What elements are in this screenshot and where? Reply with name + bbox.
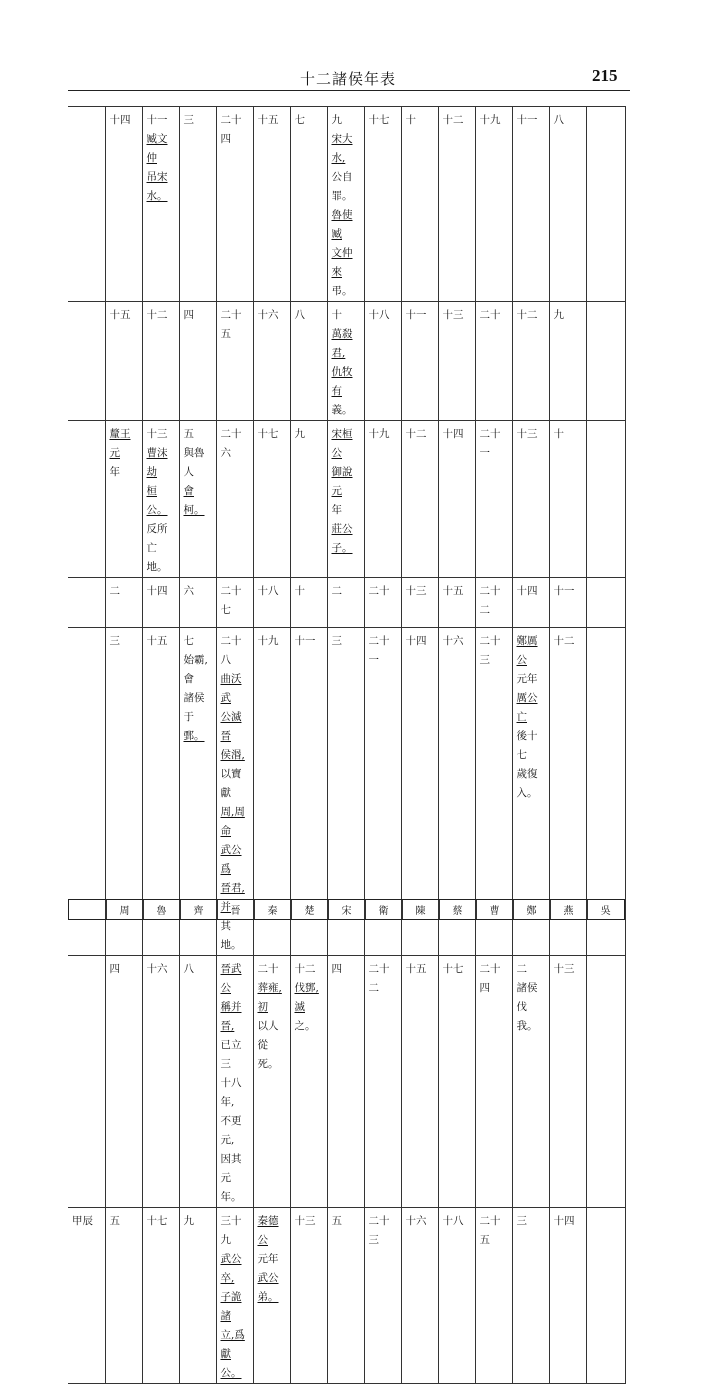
entry-cell-齊 xyxy=(179,1208,216,1384)
entry-cell-晉 xyxy=(216,956,253,1208)
entry-cell-楚 xyxy=(290,578,327,628)
entry-cell-鄭 xyxy=(512,107,549,302)
year-label-cell xyxy=(68,107,105,302)
entry-cell-曹 xyxy=(475,302,512,421)
entry-line: 御說元 xyxy=(331,466,353,497)
entry-line: 十四 xyxy=(553,1215,575,1227)
entry-line: 十七 xyxy=(442,963,464,975)
entry-line: 曲沃武 xyxy=(220,673,242,704)
entry-line: 四 xyxy=(109,963,120,975)
entry-line: 周,周命 xyxy=(220,806,245,837)
entry-cell-曹 xyxy=(475,107,512,302)
entry-line: 晉君,并 xyxy=(220,882,245,913)
entry-line: 七 xyxy=(183,635,194,647)
entry-line: 十六 xyxy=(405,1215,427,1227)
footer-state-label: 齊 xyxy=(180,900,217,919)
entry-line: 十二 xyxy=(146,309,168,321)
entry-line: 四 xyxy=(183,309,194,321)
entry-line: 九 xyxy=(183,1215,194,1227)
entry-cell-鄭 xyxy=(512,1208,549,1384)
entry-line: 仇牧有 xyxy=(331,366,353,397)
entry-cell-鄭 xyxy=(512,421,549,578)
entry-cell-楚 xyxy=(290,421,327,578)
entry-cell-周 xyxy=(105,1208,142,1384)
entry-cell-衛 xyxy=(364,1208,401,1384)
entry-line: 曹沫劫 xyxy=(146,447,168,478)
entry-line: 文仲來 xyxy=(331,247,353,278)
entry-line: 義。 xyxy=(331,404,353,416)
entry-line: 十八年, xyxy=(220,1077,242,1108)
entry-line: 宋大水, xyxy=(331,133,353,164)
entry-line: 元年 xyxy=(516,673,538,685)
entry-line: 二十八 xyxy=(220,635,242,666)
entry-line: 二十四 xyxy=(479,963,501,994)
entry-line: 我。 xyxy=(516,1020,538,1032)
entry-line: 十 xyxy=(405,114,416,126)
page-header-title: 十二諸侯年表 xyxy=(300,70,397,88)
entry-cell-齊 xyxy=(179,107,216,302)
entry-line: 莊公子。 xyxy=(331,523,353,554)
entry-line: 十七 xyxy=(368,114,390,126)
entry-line: 武公爲 xyxy=(220,844,242,875)
entry-cell-宋 xyxy=(327,302,364,421)
entry-cell-秦 xyxy=(253,421,290,578)
entry-cell-燕 xyxy=(549,421,586,578)
entry-cell-衛 xyxy=(364,107,401,302)
entry-line: 五 xyxy=(109,1215,120,1227)
entry-cell-齊 xyxy=(179,956,216,1208)
footer-state-label: 周 xyxy=(106,900,143,919)
entry-line: 十三 xyxy=(405,585,427,597)
entry-line: 十二 xyxy=(405,428,427,440)
entry-line: 地。 xyxy=(146,561,168,573)
entry-cell-宋 xyxy=(327,421,364,578)
year-label-cell xyxy=(68,956,105,1208)
entry-line: 九 xyxy=(331,114,342,126)
entry-line: 二十五 xyxy=(220,309,242,340)
entry-line: 秦德公 xyxy=(257,1215,279,1246)
entry-cell-衛 xyxy=(364,578,401,628)
entry-cell-陳 xyxy=(401,578,438,628)
entry-line: 十四 xyxy=(516,585,538,597)
entry-cell-吳 xyxy=(586,578,625,628)
entry-cell-吳 xyxy=(586,421,625,578)
entry-line: 十二 xyxy=(516,309,538,321)
entry-line: 因其元 xyxy=(220,1153,242,1184)
entry-cell-晉 xyxy=(216,107,253,302)
entry-line: 十七 xyxy=(146,1215,168,1227)
entry-line: 公滅晉 xyxy=(220,711,242,742)
entry-line: 十四 xyxy=(146,585,168,597)
entry-cell-宋 xyxy=(327,1208,364,1384)
entry-cell-吳 xyxy=(586,302,625,421)
footer-state-label: 魯 xyxy=(143,900,180,919)
entry-line: 十五 xyxy=(109,309,131,321)
entry-cell-魯 xyxy=(142,578,179,628)
entry-cell-蔡 xyxy=(438,578,475,628)
entry-line: 二 xyxy=(516,963,527,975)
entry-line: 二十五 xyxy=(479,1215,501,1246)
entry-cell-楚 xyxy=(290,302,327,421)
entry-line: 二十 xyxy=(257,963,279,975)
entry-cell-秦 xyxy=(253,107,290,302)
entry-line: 死。 xyxy=(257,1058,279,1070)
entry-line: 十二 xyxy=(294,963,316,975)
entry-cell-宋 xyxy=(327,107,364,302)
entry-line: 稱并晉, xyxy=(220,1001,242,1032)
entry-cell-楚 xyxy=(290,956,327,1208)
entry-cell-燕 xyxy=(549,578,586,628)
entry-cell-吳 xyxy=(586,107,625,302)
entry-cell-魯 xyxy=(142,421,179,578)
entry-line: 十四 xyxy=(109,114,131,126)
entry-line: 二十六 xyxy=(220,428,242,459)
entry-line: 十四 xyxy=(405,635,427,647)
entry-cell-周 xyxy=(105,578,142,628)
entry-cell-周 xyxy=(105,421,142,578)
entry-line: 臧文仲 xyxy=(146,133,168,164)
entry-line: 以人從 xyxy=(257,1020,279,1051)
entry-cell-宋 xyxy=(327,956,364,1208)
entry-line: 二 xyxy=(109,585,120,597)
entry-cell-周 xyxy=(105,956,142,1208)
entry-line: 二十一 xyxy=(479,428,501,459)
entry-line: 三十九 xyxy=(220,1215,242,1246)
header-rule xyxy=(68,90,630,91)
year-row xyxy=(68,956,625,1208)
footer-state-label: 楚 xyxy=(291,900,328,919)
entry-line: 其地。 xyxy=(220,920,242,951)
entry-line: 年 xyxy=(331,504,342,516)
entry-cell-衛 xyxy=(364,302,401,421)
state-footer xyxy=(68,899,625,920)
footer-state-label: 蔡 xyxy=(439,900,476,919)
entry-line: 十二 xyxy=(442,114,464,126)
entry-line: 十 xyxy=(294,585,305,597)
entry-line: 八 xyxy=(553,114,564,126)
footer-state-label: 陳 xyxy=(402,900,439,919)
entry-line: 二十七 xyxy=(220,585,242,616)
entry-cell-衛 xyxy=(364,421,401,578)
entry-line: 會柯。 xyxy=(183,485,205,516)
entry-cell-晉 xyxy=(216,578,253,628)
entry-cell-魯 xyxy=(142,1208,179,1384)
entry-line: 五 xyxy=(183,428,194,440)
entry-cell-蔡 xyxy=(438,107,475,302)
entry-line: 十六 xyxy=(257,309,279,321)
entry-line: 二十三 xyxy=(479,635,501,666)
year-label-cell xyxy=(68,421,105,578)
entry-line: 魯使臧 xyxy=(331,209,353,240)
entry-line: 晉武公 xyxy=(220,963,242,994)
entry-line: 公。 xyxy=(220,1367,242,1379)
entry-line: 二十四 xyxy=(220,114,242,145)
entry-line: 十一 xyxy=(294,635,316,647)
entry-cell-晉 xyxy=(216,421,253,578)
entry-line: 諸侯于 xyxy=(183,692,205,723)
entry-cell-陳 xyxy=(401,421,438,578)
entry-cell-曹 xyxy=(475,956,512,1208)
entry-line: 年。 xyxy=(220,1191,242,1203)
entry-line: 二十一 xyxy=(368,635,390,666)
entry-line: 十五 xyxy=(405,963,427,975)
entry-cell-燕 xyxy=(549,107,586,302)
page-number: 215 xyxy=(592,66,618,85)
entry-line: 十九 xyxy=(257,635,279,647)
entry-line: 十二 xyxy=(553,635,575,647)
entry-cell-吳 xyxy=(586,1208,625,1384)
entry-line: 侯湣, xyxy=(220,749,245,761)
entry-cell-陳 xyxy=(401,107,438,302)
entry-line: 立,爲獻 xyxy=(220,1329,245,1360)
entry-cell-鄭 xyxy=(512,578,549,628)
footer-state-label: 吳 xyxy=(587,900,624,919)
entry-line: 十一 xyxy=(553,585,575,597)
entry-cell-周 xyxy=(105,107,142,302)
entry-line: 武公弟。 xyxy=(257,1272,279,1303)
entry-line: 十八 xyxy=(257,585,279,597)
entry-line: 二 xyxy=(331,585,342,597)
entry-line: 二十二 xyxy=(479,585,501,616)
entry-line: 二十三 xyxy=(368,1215,390,1246)
entry-line: 子詭諸 xyxy=(220,1291,242,1322)
chronology-table xyxy=(68,106,626,1384)
footer-state-label: 燕 xyxy=(550,900,587,919)
entry-line: 不更元, xyxy=(220,1115,242,1146)
entry-cell-周 xyxy=(105,302,142,421)
entry-cell-魯 xyxy=(142,302,179,421)
entry-line: 二十二 xyxy=(368,963,390,994)
entry-cell-曹 xyxy=(475,1208,512,1384)
year-label-cell: 甲辰 xyxy=(68,1208,105,1384)
entry-line: 反所亡 xyxy=(146,523,168,554)
entry-line: 吊宋水。 xyxy=(146,171,168,202)
entry-line: 十四 xyxy=(442,428,464,440)
entry-cell-齊 xyxy=(179,302,216,421)
entry-cell-秦 xyxy=(253,956,290,1208)
entry-line: 十六 xyxy=(442,635,464,647)
entry-line: 之。 xyxy=(294,1020,316,1032)
year-row xyxy=(68,302,625,421)
entry-cell-鄭 xyxy=(512,956,549,1208)
year-label-cell xyxy=(68,302,105,421)
year-row xyxy=(68,578,625,628)
entry-line: 十三 xyxy=(442,309,464,321)
entry-line: 八 xyxy=(294,309,305,321)
year-row xyxy=(68,1208,625,1384)
entry-line: 十 xyxy=(553,428,564,440)
footer-state-label: 衛 xyxy=(365,900,402,919)
entry-cell-秦 xyxy=(253,1208,290,1384)
entry-line: 年 xyxy=(109,466,120,478)
entry-line: 厲公亡 xyxy=(516,692,538,723)
entry-line: 已立三 xyxy=(220,1039,242,1070)
entry-line: 歲復入。 xyxy=(516,768,538,799)
entry-line: 宋桓公 xyxy=(331,428,353,459)
entry-cell-魯 xyxy=(142,956,179,1208)
entry-line: 九 xyxy=(553,309,564,321)
entry-cell-晉 xyxy=(216,1208,253,1384)
entry-line: 十九 xyxy=(479,114,501,126)
entry-cell-蔡 xyxy=(438,421,475,578)
entry-cell-晉 xyxy=(216,302,253,421)
entry-cell-秦 xyxy=(253,302,290,421)
entry-line: 十五 xyxy=(442,585,464,597)
entry-line: 公自罪。 xyxy=(331,171,353,202)
entry-cell-齊 xyxy=(179,578,216,628)
footer-state-label: 秦 xyxy=(254,900,291,919)
entry-line: 七 xyxy=(294,114,305,126)
entry-line: 與魯人 xyxy=(183,447,205,478)
entry-line: 武公卒, xyxy=(220,1253,242,1284)
entry-line: 鄄。 xyxy=(183,730,205,742)
entry-line: 釐王元 xyxy=(109,428,131,459)
entry-line: 元年 xyxy=(257,1253,279,1265)
entry-line: 十三 xyxy=(516,428,538,440)
entry-line: 後十七 xyxy=(516,730,538,761)
entry-cell-陳 xyxy=(401,956,438,1208)
entry-line: 萬殺君, xyxy=(331,328,353,359)
footer-blank-cell xyxy=(69,900,106,919)
entry-line: 三 xyxy=(516,1215,527,1227)
entry-line: 十九 xyxy=(368,428,390,440)
entry-cell-蔡 xyxy=(438,302,475,421)
entry-line: 三 xyxy=(183,114,194,126)
entry-line: 十五 xyxy=(257,114,279,126)
entry-line: 始霸,會 xyxy=(183,654,208,685)
footer-state-label: 鄭 xyxy=(513,900,550,919)
entry-line: 五 xyxy=(331,1215,342,1227)
entry-line: 四 xyxy=(331,963,342,975)
entry-cell-曹 xyxy=(475,421,512,578)
entry-line: 諸侯伐 xyxy=(516,982,538,1013)
entry-cell-秦 xyxy=(253,578,290,628)
entry-line: 十一 xyxy=(146,114,168,126)
entry-cell-陳 xyxy=(401,302,438,421)
entry-cell-宋 xyxy=(327,578,364,628)
entry-line: 三 xyxy=(109,635,120,647)
entry-line: 十七 xyxy=(257,428,279,440)
entry-line: 十八 xyxy=(442,1215,464,1227)
entry-cell-吳 xyxy=(586,956,625,1208)
entry-cell-曹 xyxy=(475,578,512,628)
year-label-cell xyxy=(68,578,105,628)
entry-cell-燕 xyxy=(549,1208,586,1384)
footer-state-label: 曹 xyxy=(476,900,513,919)
year-row xyxy=(68,421,625,578)
entry-line: 十 xyxy=(331,309,342,321)
entry-cell-蔡 xyxy=(438,1208,475,1384)
entry-cell-陳 xyxy=(401,1208,438,1384)
entry-line: 十六 xyxy=(146,963,168,975)
entry-line: 十三 xyxy=(553,963,575,975)
footer-state-label: 晉 xyxy=(217,900,254,919)
entry-line: 二十 xyxy=(479,309,501,321)
entry-line: 以寶獻 xyxy=(220,768,242,799)
entry-line: 六 xyxy=(183,585,194,597)
entry-line: 弔。 xyxy=(331,285,353,297)
footer-state-label: 宋 xyxy=(328,900,365,919)
entry-cell-衛 xyxy=(364,956,401,1208)
entry-line: 十一 xyxy=(516,114,538,126)
entry-line: 桓公。 xyxy=(146,485,168,516)
entry-line: 八 xyxy=(183,963,194,975)
entry-line: 鄭厲公 xyxy=(516,635,538,666)
entry-cell-蔡 xyxy=(438,956,475,1208)
entry-cell-鄭 xyxy=(512,302,549,421)
entry-line: 十三 xyxy=(146,428,168,440)
entry-line: 三 xyxy=(331,635,342,647)
entry-cell-燕 xyxy=(549,956,586,1208)
entry-line: 十一 xyxy=(405,309,427,321)
entry-cell-楚 xyxy=(290,1208,327,1384)
entry-line: 九 xyxy=(294,428,305,440)
entry-line: 十三 xyxy=(294,1215,316,1227)
entry-line: 十五 xyxy=(146,635,168,647)
entry-cell-齊 xyxy=(179,421,216,578)
entry-cell-魯 xyxy=(142,107,179,302)
entry-cell-楚 xyxy=(290,107,327,302)
entry-line: 二十 xyxy=(368,585,390,597)
entry-line: 伐鄧,滅 xyxy=(294,982,319,1013)
entry-line: 葬雍,初 xyxy=(257,982,282,1013)
entry-cell-燕 xyxy=(549,302,586,421)
year-row xyxy=(68,107,625,302)
entry-line: 十八 xyxy=(368,309,390,321)
